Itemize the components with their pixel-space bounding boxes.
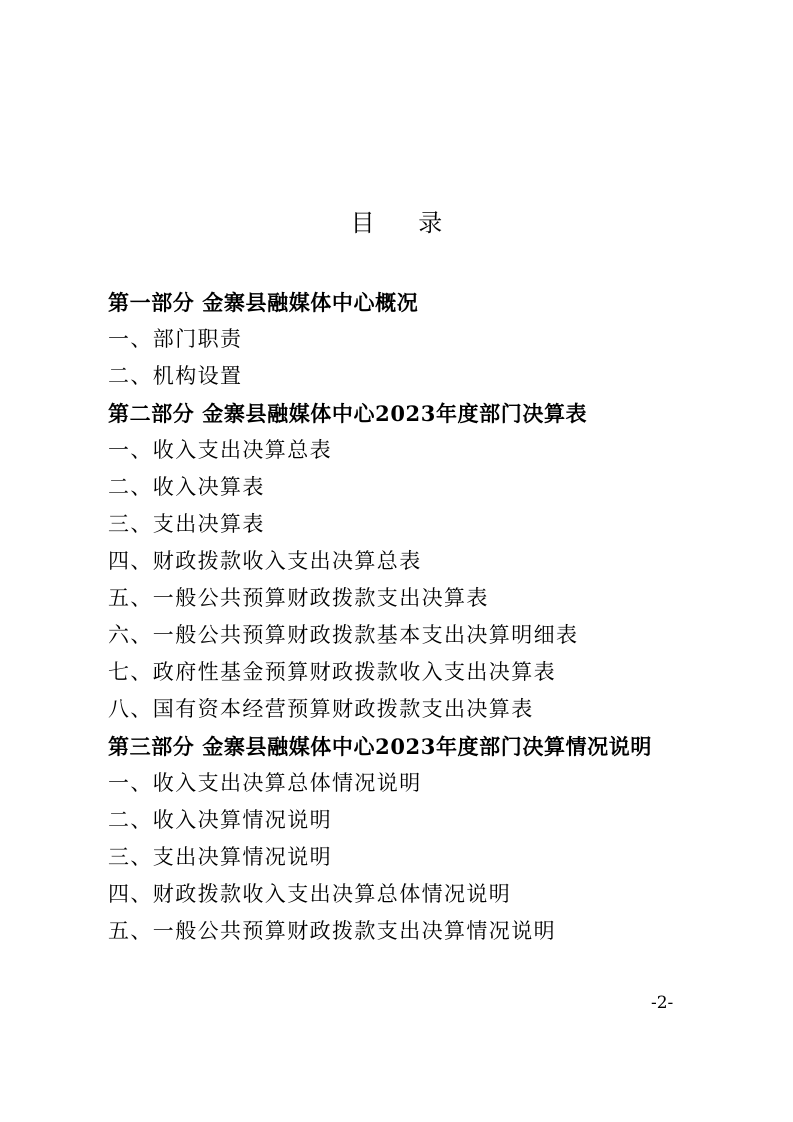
- toc-item: 五、一般公共预算财政拨款支出决算情况说明: [108, 919, 556, 943]
- toc-item: 一、收入支出决算总表: [108, 438, 332, 462]
- toc-item: 二、机构设置: [108, 364, 243, 388]
- toc-item: 一、部门职责: [108, 327, 243, 351]
- toc-item: 七、政府性基金预算财政拨款收入支出决算表: [108, 660, 556, 684]
- toc-item: 一、收入支出决算总体情况说明: [108, 771, 422, 795]
- toc-item: 三、支出决算表: [108, 512, 265, 536]
- toc-part-heading: 第二部分 金寨县融媒体中心2023年度部门决算表: [108, 401, 588, 426]
- toc-item: 八、国有资本经营预算财政拨款支出决算表: [108, 697, 534, 721]
- table-of-contents: [108, 284, 708, 950]
- toc-item: 六、一般公共预算财政拨款基本支出决算明细表: [108, 623, 579, 647]
- toc-item: 二、收入决算表: [108, 475, 265, 499]
- page-title: 目 录: [350, 209, 461, 237]
- toc-item: 三、支出决算情况说明: [108, 845, 332, 869]
- toc-item: 二、收入决算情况说明: [108, 808, 332, 832]
- toc-item: 五、一般公共预算财政拨款支出决算表: [108, 586, 489, 610]
- toc-item: 四、财政拨款收入支出决算总体情况说明: [108, 882, 512, 906]
- toc-item: 四、财政拨款收入支出决算总表: [108, 549, 422, 573]
- toc-part-heading: 第三部分 金寨县融媒体中心2023年度部门决算情况说明: [108, 734, 652, 759]
- page-number: -2-: [651, 993, 674, 1013]
- toc-part-heading: 第一部分 金寨县融媒体中心概况: [108, 290, 419, 315]
